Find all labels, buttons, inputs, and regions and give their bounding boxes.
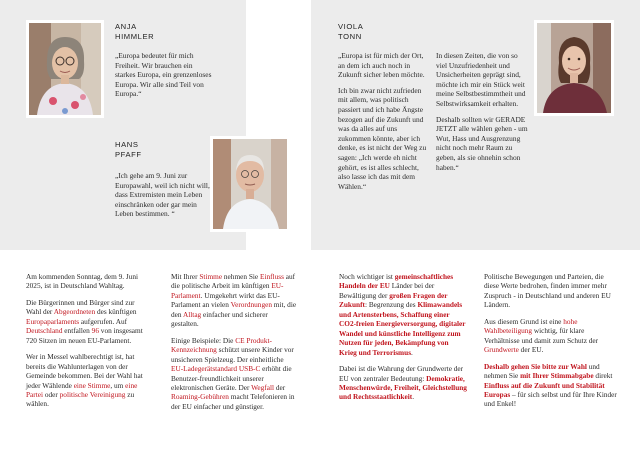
text: Noch wichtiger ist [339,272,395,281]
text: . Umgekehrt wirkt das EU-Parlament an vielen [171,290,280,310]
col2-paragraph-2 [171,336,297,412]
text: , um [110,380,126,390]
col4-paragraph-2 [484,317,618,355]
col4-paragraph-1: Politische Bewegungen und Parteien, die diese Werte bedrohen, finden immer mehr Zuspruch - in Deutschland und anderen EU Ländern. [484,272,611,310]
viola-first-name: VIOLA [338,22,364,31]
text: aufgerufen. Auf [79,316,128,326]
text: Aus diesem Grund ist eine [484,316,564,326]
text: schützt unsere Kinder vor unsicheren Spielzeug. Der einheitliche [171,345,294,364]
viola-quote-p2: Ich bin zwar nicht zufrieden mit allem, was politisch passiert und ich habe Ängste bezogen auf die Zukunft und was da alles auf uns zukommen könnte, aber ich denke, es ist nicht der Weg zu sagen: „Ich werde eh nicht gehört, es ist alles schlecht, also lasse ich das mit dem Wählen.“ [338,85,427,191]
text: zu wählen. [26,389,135,409]
anja-himmler-photo [26,20,104,118]
highlight: politische Vereinigung [59,389,126,399]
text: Länder bei der Bewältigung der [339,281,435,300]
highlight: Klimawandels und Artensterbens, Schaffung einer CO2-freien Energieversorgung, digitaler Wandel und künstliche Intelligenz zum Nutzen für jeden, Bekämpfung von Krieg und Terrorismus [339,300,466,357]
col3-paragraph-1 [339,272,467,357]
text: der [274,382,286,392]
article-column-3 [339,272,467,409]
text: nehmen Sie [222,272,260,281]
anja-last-name: HIMMLER [115,31,155,41]
text: erhöht die Benutzer-freundlichkeit unserer elektronischen Geräte. Der [171,364,292,392]
hans-pfaff-photo [210,136,290,232]
viola-name [338,22,363,41]
highlight: Alltag [182,309,202,319]
anja-quote: „Europa bedeutet für mich Freiheit. Wir brauchen ein starkes Europa, ein grenzenloses Europa. Wir alle sind Teil von Europa.“ [115,51,212,99]
col4-paragraph-3 [484,362,618,409]
anja-name [115,22,154,41]
hans-quote: „Ich gehe am 9. Juni zur Europawahl, weil ich nicht will, dass Extremisten mein Leben einschränken oder gar mein Leben bestimmen. “ [115,171,210,219]
highlight: Europaparlaments [26,316,80,326]
text: von insgesamt 720 Sitzen im neuen EU-Parlament. [26,326,143,345]
col2-paragraph-1 [171,272,297,329]
highlight: eine Stimme [73,380,111,390]
text: des künftigen [95,307,137,317]
highlight: EU-Parlament [171,281,284,300]
portrait-woman-glasses [29,23,101,115]
text: direkt [593,371,613,381]
highlight: Einfluss auf die Zukunft und Stabilität Europas [484,380,605,399]
text: wichtig, für klare Verhältnisse und damit zum Schutz der [484,326,599,345]
viola-quote-p3: In diesen Zeiten, die von so viel Unzufriedenheit und Unsicherheiten geprägt sind, möchte ich mir ein Stück weit meine Selbstbestimmtheit und Selbstwirksamkeit erhalten. [436,51,526,108]
text: – für sich selbst und für Ihre Kinder und Enkel! [484,389,617,409]
text: einfacher und sicherer gestalten. [171,309,268,329]
viola-tonn-photo [534,20,614,116]
highlight: CE Produkt-Kennzeichnung [171,335,272,355]
text: . [411,347,413,357]
highlight: Wegfall [251,382,275,392]
viola-quote-p4: Deshalb sollten wir GERADE JETZT alle wählen gehen - um Wut, Hass und Ausgrenzung nicht noch mehr Raum zu geben, als sie ohnehin schon haben.“ [436,114,528,172]
hans-name [115,140,142,159]
highlight: gemeinschaftliches Handeln der EU [339,272,454,291]
highlight: hohe Wahlbeteiligung [484,316,578,336]
highlight: Abgeordneten [53,307,96,317]
text: Die Bürgerinnen und Bürger sind zur Wahl der [26,297,135,317]
highlight: Stimme [199,272,223,281]
col1-paragraph-3 [26,352,150,409]
text: mit, die den [171,300,297,319]
text: : Begrenzung des [364,300,418,310]
article-column-4 [484,272,618,416]
highlight: EU-Ladegerätstandard USB-C [171,364,261,374]
hans-last-name: PFAFF [115,149,142,159]
text: oder [43,389,60,399]
highlight: eine Partei [26,380,138,399]
text: entfallen [62,326,92,336]
col1-paragraph-1: Am kommenden Sonntag, dem 9. Juni 2025, ist in Deutschland Wahltag. [26,272,139,291]
text: Mit Ihrer [171,272,200,281]
text: . [412,392,415,402]
highlight: Roaming-Gebühren [171,392,229,402]
article-column-1 [26,272,150,416]
col1-paragraph-2 [26,298,150,345]
viola-quote-left [338,51,430,197]
highlight: mit Ihrer Stimmabgabe [520,371,594,381]
text: und nehmen Sie [484,361,600,381]
text: Einige Beispiele: Die [171,335,236,345]
highlight: großen Fragen der Zukunft [339,290,448,310]
viola-quote-p1: „Europa ist für mich der Ort, an dem ich auch noch in Zukunft sicher leben möchte. [338,51,425,80]
text: Wer in Messel wahlberechtigt ist, hat bereits die Wahlunterlagen von der Gemeinde bekommen. Bei der Wahl hat jeder Wählende [26,352,143,390]
portrait-young-woman [537,23,611,113]
highlight: Verordnungen [230,300,272,310]
highlight: Einfluss [259,272,284,281]
viola-last-name: TONN [338,31,362,41]
portrait-older-man [213,139,287,229]
highlight: 96 [91,326,99,336]
col3-paragraph-2 [339,364,467,402]
highlight: Demokratie, Menschenwürde, Freiheit, Gleichstellung und Rechtsstaatlichkeit [339,373,467,402]
text: der EU. [518,345,544,355]
text: macht Telefonieren in der EU einfacher und günstiger. [171,392,295,411]
viola-quote-right [436,51,528,178]
text: auf die politische Arbeit im künftigen [171,272,296,291]
highlight: Deshalb gehen Sie bitte zur Wahl [484,361,587,371]
anja-first-name: ANJA [115,22,137,31]
text: Dabei ist die Wahrung der Grundwerte der EU von zentraler Bedeutung: [339,364,464,383]
highlight: Grundwerte [484,345,519,355]
hans-first-name: HANS [115,140,139,149]
highlight: Deutschland [26,326,63,336]
article-column-2 [171,272,297,418]
